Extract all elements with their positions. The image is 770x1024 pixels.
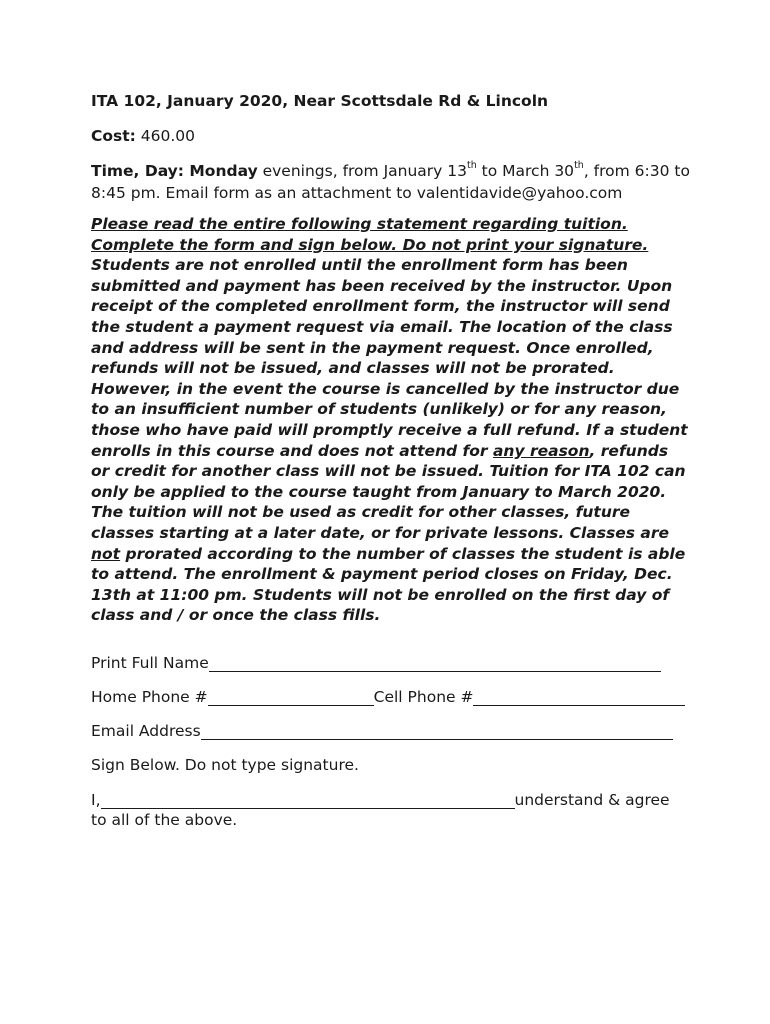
agree-prefix: I, — [91, 791, 101, 809]
agreement-row — [91, 790, 670, 809]
cell-phone-label: Cell Phone # — [373, 688, 474, 706]
agree-line-2: to all of the above. — [91, 811, 238, 829]
home-phone-field[interactable] — [208, 687, 374, 706]
email-label: Email Address — [91, 722, 201, 740]
statement-text-2: , refunds or credit for another class will not be issued. Tuition for ITA 102 can only be applied to the course taught from January to March 2020. The tuition will not be used as credit for other classes, future classes starting at a later date, or for private lessons. Classes are — [91, 441, 686, 542]
not-emphasis: not — [91, 544, 121, 563]
time-text-1: evenings, from January 13 — [257, 162, 467, 180]
any-reason-emphasis: any reason — [492, 441, 590, 460]
email-field[interactable] — [201, 721, 673, 740]
sign-instruction: Sign Below. Do not type signature. — [91, 756, 359, 774]
cost-label: Cost: — [91, 127, 136, 145]
statement-intro: Please read the entire following statement regarding tuition. Complete the form and sign below. Do not print your signature. — [91, 215, 649, 254]
time-label: Time, Day: Monday — [91, 162, 258, 180]
time-paragraph — [91, 160, 691, 204]
ordinal-suffix-1: th — [466, 159, 477, 171]
statement-text-3: prorated according to the number of classes the student is able to attend. The enrollment & payment period closes on Friday, Dec. 13th at 11:00 pm. Students will not be enrolled on the first day of class and / or once the class fills. — [91, 544, 686, 625]
home-phone-label: Home Phone # — [91, 688, 208, 706]
agree-suffix: understand & agree — [514, 791, 670, 809]
phone-row — [91, 687, 685, 706]
cell-phone-field[interactable] — [473, 687, 685, 706]
full-name-field[interactable] — [209, 653, 661, 672]
full-name-row — [91, 653, 661, 672]
email-row — [91, 721, 673, 740]
time-text-2: to March 30 — [476, 162, 575, 180]
cost-value: 460.00 — [140, 127, 196, 145]
tuition-statement — [91, 214, 691, 626]
ordinal-suffix-2: th — [574, 159, 584, 171]
statement-text-1: Students are not enrolled until the enrollment form has been submitted and payment has been received by the instructor. Upon receipt of the completed enrollment form, the instructor will send the student a payment request via email. The location of the class and address will be sent in the payment request. Once enrolled, refunds will not be issued, and classes will not be prorated. However, in the event the course is cancelled by the instructor due to an insufficient number of students (unlikely) or for any reason, those who have paid will promptly receive a full refund. If a student enrolls in this course and does not attend for — [91, 256, 688, 460]
full-name-label: Print Full Name — [91, 654, 209, 672]
page-title: ITA 102, January 2020, Near Scottsdale Rd & Lincoln — [91, 92, 549, 110]
time-text-3: , from 6:30 to 8:45 pm. Email form as an attachment to valentidavide@yahoo.com — [91, 162, 690, 202]
cost-line — [91, 127, 195, 145]
signature-field[interactable] — [101, 790, 515, 809]
